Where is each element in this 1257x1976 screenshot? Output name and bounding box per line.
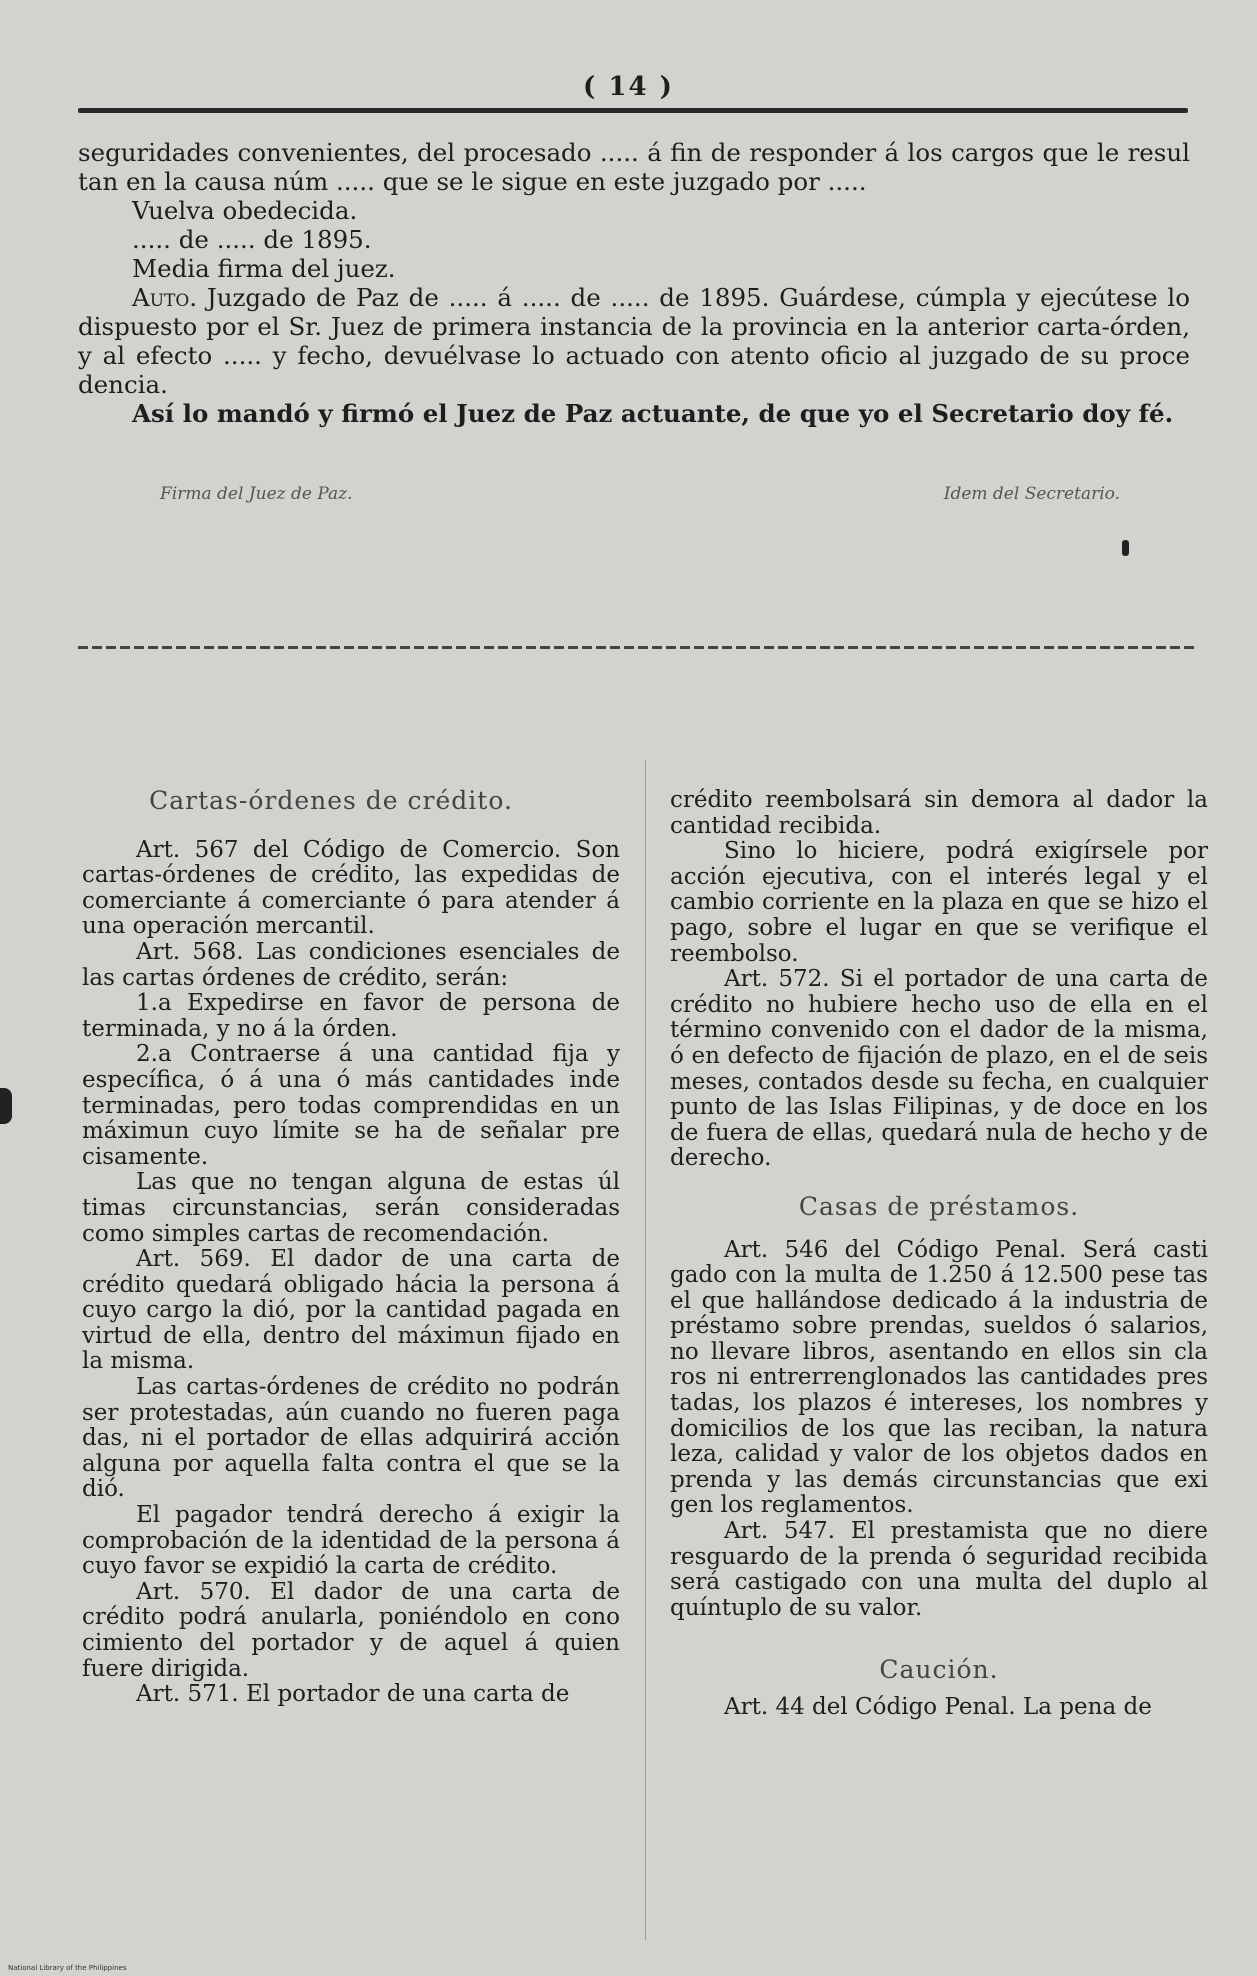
auto-text: Juzgado de Paz de ..... á ..... de ..... de 1895. Guárdese, cúmpla y ejecútese lo dispuesto por el Sr. Juez de primera instancia de la provincia en la anterior carta-órden, y al efecto ..... y fecho, devuélvase lo actuado con atento oficio al juzgado de su proce dencia. — [78, 283, 1190, 399]
article-paragraph: 2.a Contraerse á una cantidad fija y específica, ó á una ó más cantidades inde terminadas, pero todas comprendidas en un máximun cuyo límite se ha de señalar pre cisamente. — [82, 1041, 620, 1170]
article-paragraph: 1.a Expedirse en favor de persona de terminada, y no á la órden. — [82, 990, 620, 1042]
top-paragraph: Vuelva obedecida. — [132, 196, 358, 225]
ink-blot — [0, 1088, 12, 1124]
article-paragraph: crédito reembolsará sin demora al dador la cantidad recibida. — [670, 787, 1208, 839]
left-column — [82, 788, 620, 1708]
top-paragraph: seguridades convenientes, del procesado ..... á fin de responder á los cargos que le resul tan en la causa núm ..... que se le sigue en este juzgado por ..... — [78, 138, 1190, 196]
article-paragraph: Art. 570. El dador de una carta de crédito podrá anularla, poniéndolo en cono cimiento del portador y de aquel á quien fuere dirigida. — [82, 1578, 620, 1682]
article-paragraph: Art. 572. Si el portador de una carta de crédito no hubiere hecho uso de ella en el término convenido con el dador de la misma, ó en defecto de fijación de plazo, en el de seis meses, contados desde su fecha, en cualquier punto de las Islas Filipinas, y de doce en los de fuera de ellas, quedará nula de hecho y de derecho. — [670, 966, 1208, 1172]
auto-paragraph — [78, 283, 1190, 399]
article-paragraph: Art. 567 del Código de Comercio. Son cartas-órdenes de crédito, las expedidas de comerciante á comerciante ó para atender á una operación mercantil. — [82, 836, 620, 940]
article-paragraph: Art. 571. El portador de una carta de — [136, 1681, 570, 1708]
article-paragraph: El pagador tendrá derecho á exigir la comprobación de la identidad de la persona á cuyo favor se expidió la carta de crédito. — [82, 1502, 620, 1580]
article-paragraph: Art. 569. El dador de una carta de crédito quedará obligado hácia la persona á cuyo cargo la dió, por la cantidad pagada en virtud de ella, dentro del máximun fijado en la misma. — [82, 1246, 620, 1375]
top-paragraph: ..... de ..... de 1895. — [132, 225, 372, 254]
section-heading: Cartas-órdenes de crédito. — [149, 786, 513, 815]
ink-mark — [1122, 540, 1129, 556]
signature-line — [160, 484, 1120, 504]
top-section — [78, 138, 1190, 428]
article-paragraph: Las cartas-órdenes de crédito no podrán ser protestadas, aún cuando no fueren paga das, ni el portador de ellas adquirirá acción alguna por aquella falta contra el que se la dió. — [82, 1374, 620, 1503]
article-paragraph: Art. 44 del Código Penal. La pena de — [724, 1694, 1152, 1720]
article-paragraph: Sino lo hiciere, podrá exigírsele por acción ejecutiva, con el interés legal y el cambio corriente en la plaza en que se hizo el pago, sobre el lugar en que se verifique el reembolso. — [670, 838, 1208, 967]
article-paragraph: Art. 546 del Código Penal. Será casti gado con la multa de 1.250 á 12.500 pese tas el que hallándose dedicado á la industria de préstamo sobre prendas, sueldos ó salarios, no llevare libros, asentando en ellos sin cla ros ni entrerrenglonados las cantidades pres tadas, los plazos é intereses, los nombres y domicilios de los que las reciban, la natura leza, calidad y valor de los objetos dados en prenda y las demás circunstancias que exi gen los reglamentos. — [670, 1236, 1208, 1519]
secretary-signature-label: Idem del Secretario. — [943, 484, 1120, 504]
section-heading: Caución. — [879, 1655, 999, 1685]
article-paragraph: Las que no tengan alguna de estas úl timas circunstancias, serán consideradas como simples cartas de recomendación. — [82, 1169, 620, 1247]
article-paragraph: Art. 568. Las condiciones esenciales de las cartas órdenes de crédito, serán: — [82, 938, 620, 991]
footer-credit: National Library of the Philippines — [8, 1964, 127, 1972]
section-heading: Casas de préstamos. — [798, 1191, 1080, 1221]
article-paragraph: Art. 547. El prestamista que no diere resguardo de la prenda ó seguridad recibida será castigado con una multa del duplo al quíntuplo de su valor. — [670, 1518, 1208, 1621]
page-number: ( 14 ) — [583, 72, 674, 102]
column-divider — [645, 760, 646, 1940]
header-rule — [78, 108, 1188, 113]
right-column — [670, 788, 1208, 1721]
section-divider — [78, 646, 1194, 649]
top-paragraph: Así lo mandó y firmó el Juez de Paz actuante, de que yo el Secretario doy fé. — [132, 399, 1174, 428]
auto-label: Auto. — [132, 283, 198, 312]
judge-signature-label: Firma del Juez de Paz. — [160, 484, 353, 504]
top-paragraph: Media firma del juez. — [132, 254, 396, 283]
